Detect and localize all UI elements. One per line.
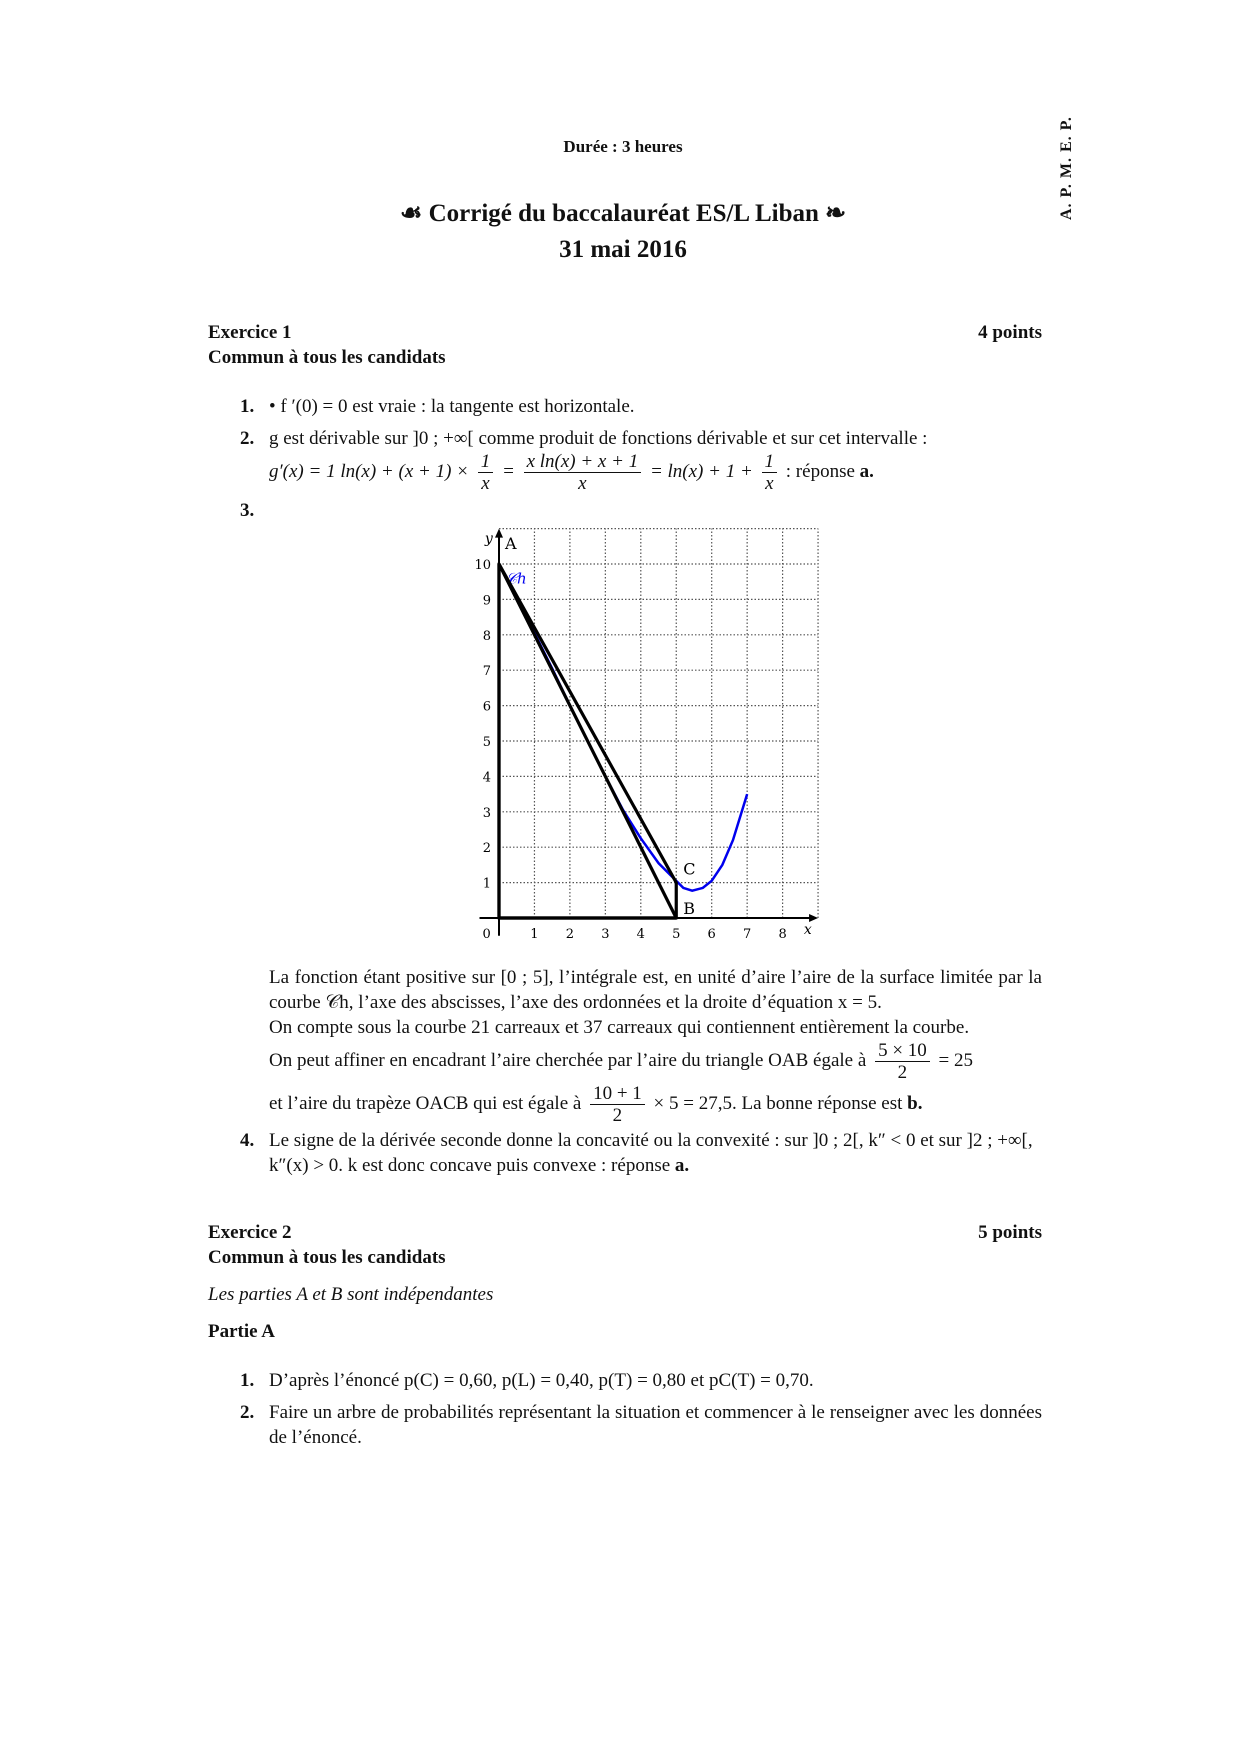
formula-part: = ln(x) + 1 +: [649, 460, 753, 482]
fraction: [524, 451, 642, 494]
formula-part: g′(x) = 1 ln(x) + (x + 1) ×: [269, 460, 469, 482]
q3-paragraph-2: On compte sous la courbe 21 carreaux et 37 carreaux qui contiennent entièrement la courbe.: [269, 1017, 970, 1038]
y-tick-label: 2: [482, 841, 491, 857]
text-part: = 25: [938, 1049, 973, 1071]
answer: a.: [859, 460, 874, 482]
text-part: × 5 = 27,5. La bonne réponse est: [653, 1092, 903, 1114]
exercise-points: 4 points: [978, 322, 1042, 343]
y-axis-label: y: [484, 530, 493, 547]
question-2: [208, 426, 1042, 451]
q2-text: Faire un arbre de probabilités représentant la situation et commencer à le renseigner avec les données de l’énoncé.: [269, 1402, 1042, 1448]
denominator: x: [481, 473, 490, 494]
fraction: [590, 1083, 645, 1126]
q2-number: 2.: [240, 1402, 255, 1423]
q3-paragraph-3: [208, 1040, 1042, 1083]
curve-label: 𝒞h: [506, 569, 527, 588]
exercise-2-header: [208, 1220, 1042, 1245]
text-part: et l’aire du trapèze OACB qui est égale à: [269, 1092, 582, 1114]
numerator: 1: [478, 451, 494, 473]
q1-text: • f ′(0) = 0 est vraie : la tangente est horizontale.: [269, 396, 635, 417]
q2-text: g est dérivable sur ]0 ; +∞[ comme produit de fonctions dérivable et sur cet intervalle :: [269, 428, 928, 449]
x-tick-label: 3: [601, 927, 610, 942]
exercise-title: Exercice 2: [208, 1222, 292, 1243]
numerator: 1: [762, 451, 778, 473]
y-tick-label: 5: [482, 735, 491, 750]
answer: b.: [907, 1092, 923, 1114]
q3-paragraph-4: [208, 1083, 1042, 1126]
q1-text: D’après l’énoncé p(C) = 0,60, p(L) = 0,40, p(T) = 0,80 et pC(T) = 0,70.: [269, 1370, 814, 1391]
question-3: [208, 498, 1042, 523]
y-tick-label: 10: [474, 558, 491, 573]
formula-part: =: [501, 460, 515, 482]
exercise-subtitle: Commun à tous les candidats: [208, 347, 446, 368]
y-tick-label: 3: [482, 805, 491, 821]
side-label: A. P. M. E. P.: [1058, 116, 1075, 220]
x-tick-label: 4: [636, 927, 645, 942]
q4-line-1: Le signe de la dérivée seconde donne la concavité ou la convexité : sur ]0 ; 2[, k″ < 0 et sur: [269, 1130, 962, 1151]
exercise-1-header: [208, 320, 1042, 345]
y-tick-label: 7: [482, 664, 491, 680]
q2-formula: [208, 451, 1042, 494]
denominator: 2: [897, 1062, 908, 1083]
exercise-note: Les parties A et B sont indépendantes: [208, 1284, 494, 1305]
page-title: [0, 198, 1240, 228]
formula-part: : réponse: [785, 460, 855, 482]
q3-paragraph-1: La fonction étant positive sur [0 ; 5], l’intégrale est, en unité d’aire l’aire de la surface limitée par la courbe 𝒞h, l’axe des abscisses, l’axe des ordonnées et la droite d’équation x = 5.: [269, 967, 1042, 1013]
exercise-title: Exercice 1: [208, 322, 292, 343]
x-axis-label: x: [803, 922, 812, 938]
numerator: x ln(x) + x + 1: [524, 451, 642, 473]
x-tick-label: 6: [707, 927, 716, 942]
curve-h: [499, 564, 747, 891]
fraction: [875, 1040, 930, 1083]
q4-number: 4.: [240, 1130, 255, 1151]
part-title: Partie A: [208, 1321, 276, 1342]
question-2: [208, 1400, 1042, 1450]
question-4: [208, 1128, 1042, 1178]
origin-label: 0: [482, 927, 491, 942]
x-tick-label: 8: [778, 927, 787, 942]
x-tick-label: 2: [565, 927, 575, 942]
fraction: [762, 451, 778, 494]
question-1: [208, 394, 1042, 419]
q3-number: 3.: [240, 500, 255, 521]
q1-number: 1.: [240, 1370, 255, 1391]
y-tick-label: 8: [482, 628, 491, 644]
ornament-left-icon: ☙: [399, 200, 423, 227]
x-tick-label: 7: [743, 927, 752, 942]
duration: Durée : 3 heures: [563, 137, 683, 156]
numerator: 10 + 1: [590, 1083, 645, 1105]
q4-line-2: ]2 ; +∞[, k″(x) > 0. k est donc concave puis convexe : réponse: [269, 1130, 1033, 1176]
ornament-right-icon: ❧: [825, 200, 847, 227]
denominator: x: [765, 473, 774, 494]
x-axis-arrow-icon: [809, 914, 818, 922]
exercise-subtitle: Commun à tous les candidats: [208, 1247, 446, 1268]
y-tick-label: 4: [482, 770, 491, 786]
x-tick-label: 1: [530, 927, 539, 942]
point-label-a: A: [505, 534, 517, 553]
denominator: 2: [612, 1105, 623, 1126]
page-date: 31 mai 2016: [559, 236, 687, 263]
fraction: [478, 451, 494, 494]
graph: [440, 515, 840, 955]
content-column: [208, 320, 1042, 1450]
q1-number: 1.: [240, 396, 255, 417]
y-axis-arrow-icon: [495, 529, 503, 538]
numerator: 5 × 10: [875, 1040, 930, 1062]
y-tick-label: 6: [482, 699, 491, 715]
text-part: On peut affiner en encadrant l’aire cherchée par l’aire du triangle OAB égale à: [269, 1049, 867, 1071]
question-1: [208, 1368, 1042, 1393]
x-tick-label: 5: [672, 927, 681, 942]
exercise-points: 5 points: [978, 1222, 1042, 1243]
answer: a.: [674, 1155, 690, 1176]
denominator: x: [578, 473, 587, 494]
y-tick-label: 1: [482, 876, 491, 892]
q2-number: 2.: [240, 428, 255, 449]
point-label-c: C: [683, 859, 696, 879]
point-label-b: B: [683, 899, 696, 918]
y-tick-label: 9: [482, 593, 491, 609]
title-text: Corrigé du baccalauréat ES/L Liban: [428, 200, 819, 227]
